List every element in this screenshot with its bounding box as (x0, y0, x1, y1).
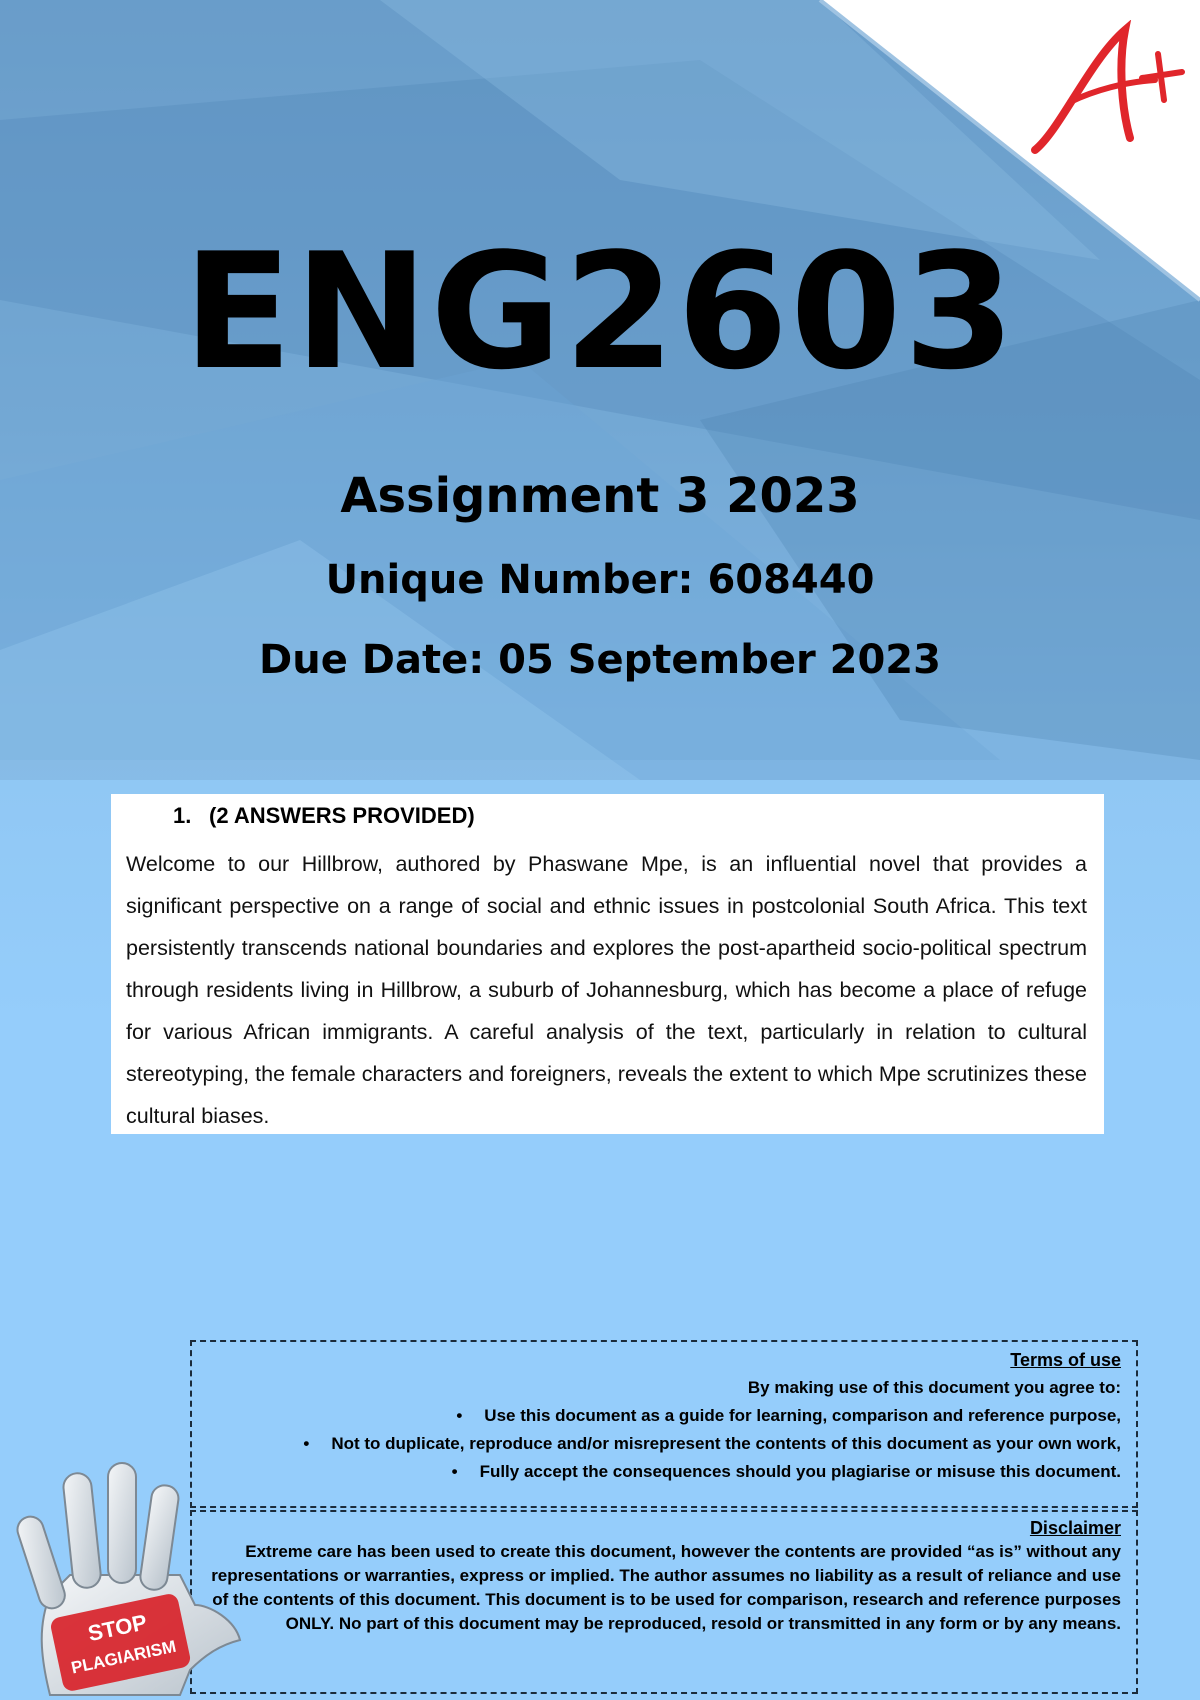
disclaimer-text: Extreme care has been used to create this document, however the contents are provided “as is” without any representations or warranties, express or implied. The author assumes no liability as a result of reliance and use of the contents of this document. This document is to be used for comparison, research and reference purposes ONLY. No part of this document may be reproduced, resold or transmitted in any form or by any means. (211, 1542, 1121, 1633)
list-item: • Not to duplicate, reproduce and/or misrepresent the contents of this document as your own work, (303, 1434, 1121, 1453)
terms-title: Terms of use (1010, 1350, 1121, 1370)
bullet-icon: • (451, 1462, 458, 1481)
disclaimer-box (190, 1510, 1138, 1694)
heading-number: 1. (173, 803, 192, 828)
answer-preview-panel (111, 794, 1104, 1134)
list-item: • Fully accept the consequences should you plagiarise or misuse this document. (451, 1462, 1121, 1481)
bullet-icon: • (303, 1434, 310, 1453)
unique-number: Unique Number: 608440 (325, 557, 875, 603)
stamp-line2: PLAGIARISM (69, 1636, 178, 1678)
assignment-title: Assignment 3 2023 (340, 468, 860, 524)
a-plus-grade-mark (1030, 20, 1200, 160)
disclaimer-title: Disclaimer (1029, 1518, 1121, 1538)
stop-plagiarism-hand-icon (10, 1455, 245, 1700)
bullet-icon: • (456, 1406, 463, 1425)
terms-list (207, 1402, 1121, 1486)
list-item: • Use this document as a guide for learning, comparison and reference purpose, (456, 1406, 1121, 1425)
terms-intro: By making use of this document you agree to: (747, 1378, 1121, 1397)
due-date: Due Date: 05 September 2023 (259, 637, 941, 683)
terms-of-use-box (190, 1340, 1138, 1508)
heading-text: (2 ANSWERS PROVIDED) (209, 803, 475, 828)
preview-heading (126, 802, 1087, 831)
course-code-title: ENG2603 (183, 218, 1017, 405)
preview-body-text: Welcome to our Hillbrow, authored by Phaswane Mpe, is an influential novel that provides a significant perspective on a range of social and ethnic issues in postcolonial South Africa. This text persistently transcends national boundaries and explores the post-apartheid socio-political spectrum through residents living in Hillbrow, a suburb of Johannesburg, which has become a place of refuge for various African immigrants. A careful analysis of the text, particularly in relation to cultural stereotyping, the female characters and foreigners, reveals the extent to which Mpe scrutinizes these cultural biases. (126, 851, 1087, 1128)
stamp-line1: STOP (85, 1609, 150, 1647)
